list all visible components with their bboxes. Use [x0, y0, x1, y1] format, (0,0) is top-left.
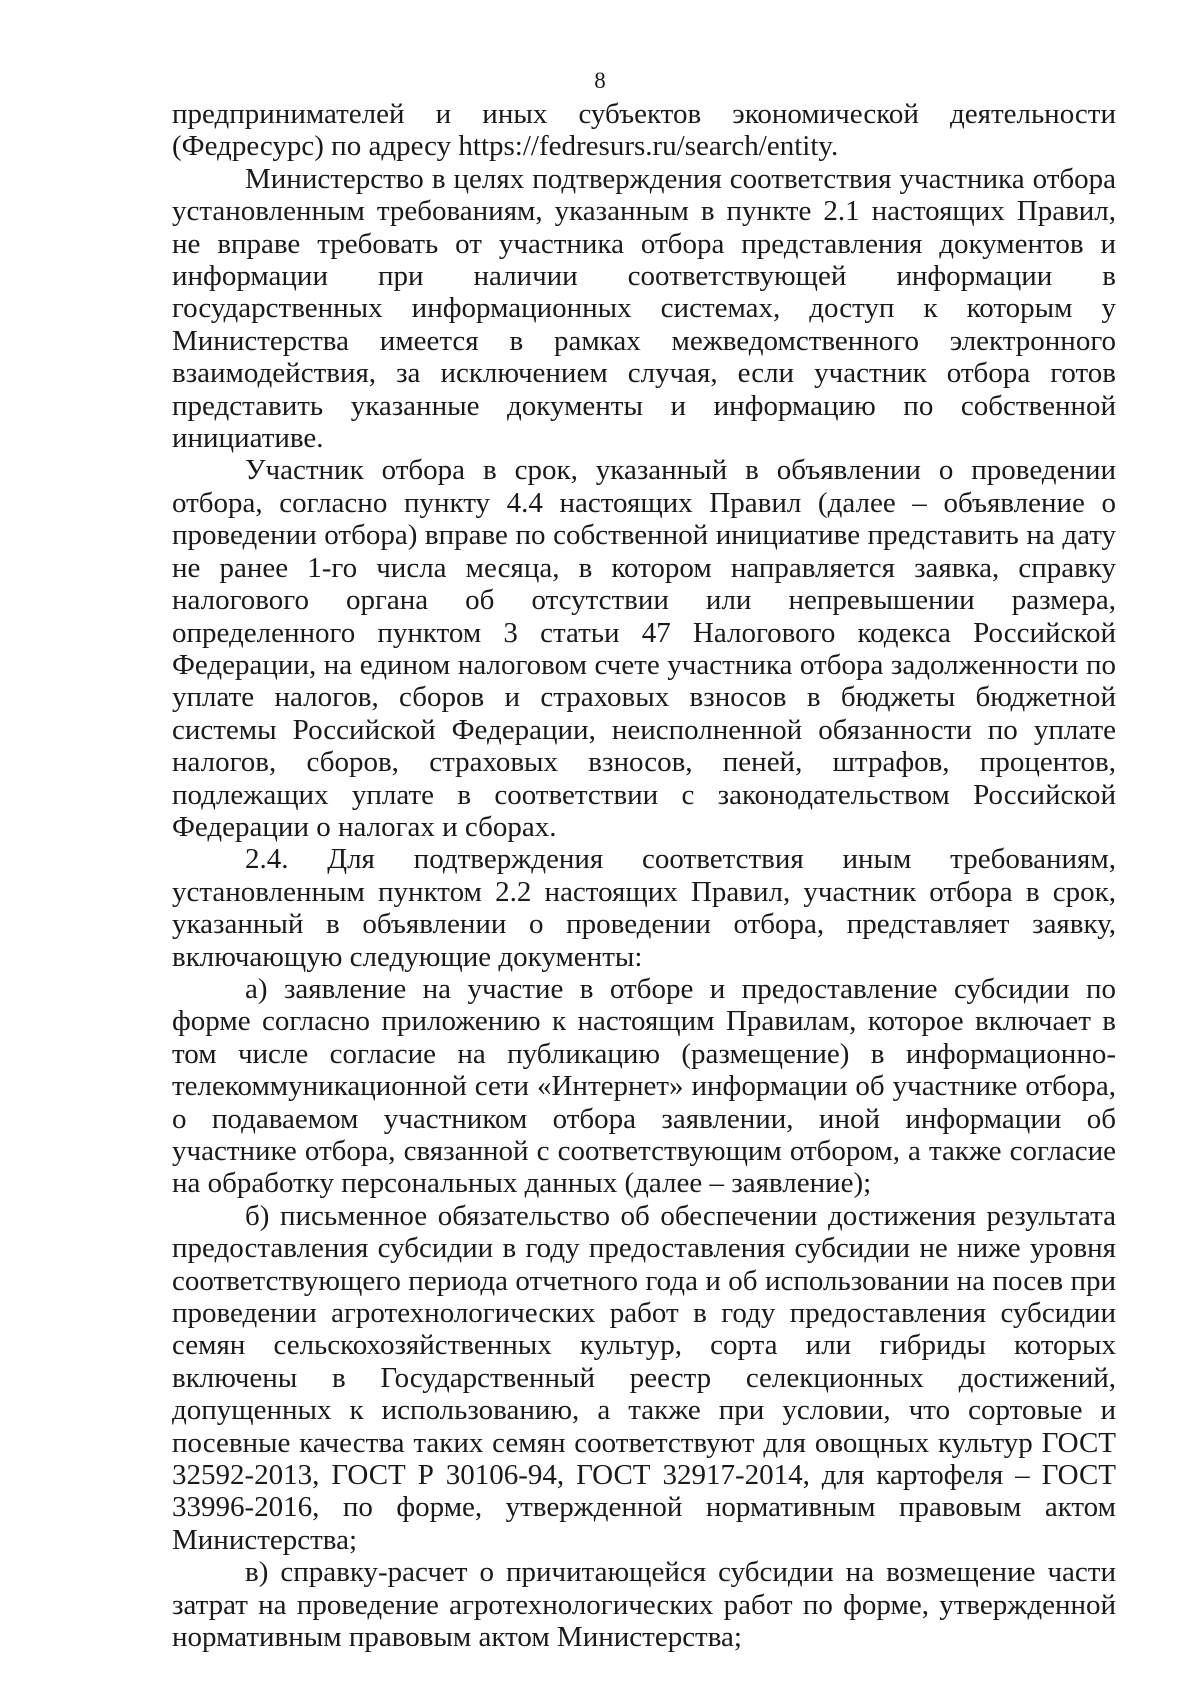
paragraph-continued: предпринимателей и иных субъектов экономической деятельности (Федресурс) по адресу https://fedresurs.ru/search/entity.: [172, 98, 1116, 163]
list-item-b: б) письменное обязательство об обеспечении достижения результата предоставления субсидии в году предоставления субсидии не ниже уровня соответствующего периода отчетного года и об использовании на посев при проведении агротехнологических работ в году предоставления субсидии семян сельскохозяйственных культур, сорта или гибриды которых включены в Государственный реестр селекционных достижений, допущенных к использованию, а также при условии, что сортовые и посевные качества таких семян соответствуют для овощных культур ГОСТ 32592-2013, ГОСТ Р 30106-94, ГОСТ 32917-2014, для картофеля – ГОСТ 33996-2016, по форме, утвержденной нормативным правовым актом Министерства;: [172, 1199, 1116, 1556]
document-body: [172, 98, 1116, 1654]
paragraph-2-4: 2.4. Для подтверждения соответствия иным требованиям, установленным пунктом 2.2 настоящих Правил, участник отбора в срок, указанный в объявлении о проведении отбора, представляет заявку, включающую следующие документы:: [172, 843, 1116, 973]
paragraph-ministry-verification: Министерство в целях подтверждения соответствия участника отбора установленным требованиям, указанным в пункте 2.1 настоящих Правил, не вправе требовать от участника отбора представления документов и информации при наличии соответствующей информации в государственных информационных системах, доступ к которым у Министерства имеется в рамках межведомственного электронного взаимодействия, за исключением случая, если участник отбора готов представить указанные документы и информацию по собственной инициативе.: [172, 162, 1116, 455]
paragraph-tax-certificate: Участник отбора в срок, указанный в объявлении о проведении отбора, согласно пункту 4.4 настоящих Правил (далее – объявление о проведении отбора) вправе по собственной инициативе представить на дату не ранее 1-го числа месяца, в котором направляется заявка, справку налогового органа об отсутствии или непревышении размера, определенного пунктом 3 статьи 47 Налогового кодекса Российской Федерации, на едином налоговом счете участника отбора задолженности по уплате налогов, сборов и страховых взносов в бюджеты бюджетной системы Российской Федерации, неисполненной обязанности по уплате налогов, сборов, страховых взносов, пеней, штрафов, процентов, подлежащих уплате в соответствии с законодательством Российской Федерации о налогах и сборах.: [172, 454, 1116, 843]
list-item-v: в) справку-расчет о причитающейся субсидии на возмещение части затрат на проведение агротехнологических работ по форме, утвержденной нормативным правовым актом Министерства;: [172, 1556, 1116, 1654]
list-item-a: а) заявление на участие в отборе и предоставление субсидии по форме согласно приложению к настоящим Правилам, которое включает в том числе согласие на публикацию (размещение) в информационно-телекоммуникационной сети «Интернет» информации об участнике отбора, о подаваемом участником отбора заявлении, иной информации об участнике отбора, связанной с соответствующим отбором, а также согласие на обработку персональных данных (далее – заявление);: [172, 972, 1116, 1200]
page-number: 8: [594, 68, 606, 93]
